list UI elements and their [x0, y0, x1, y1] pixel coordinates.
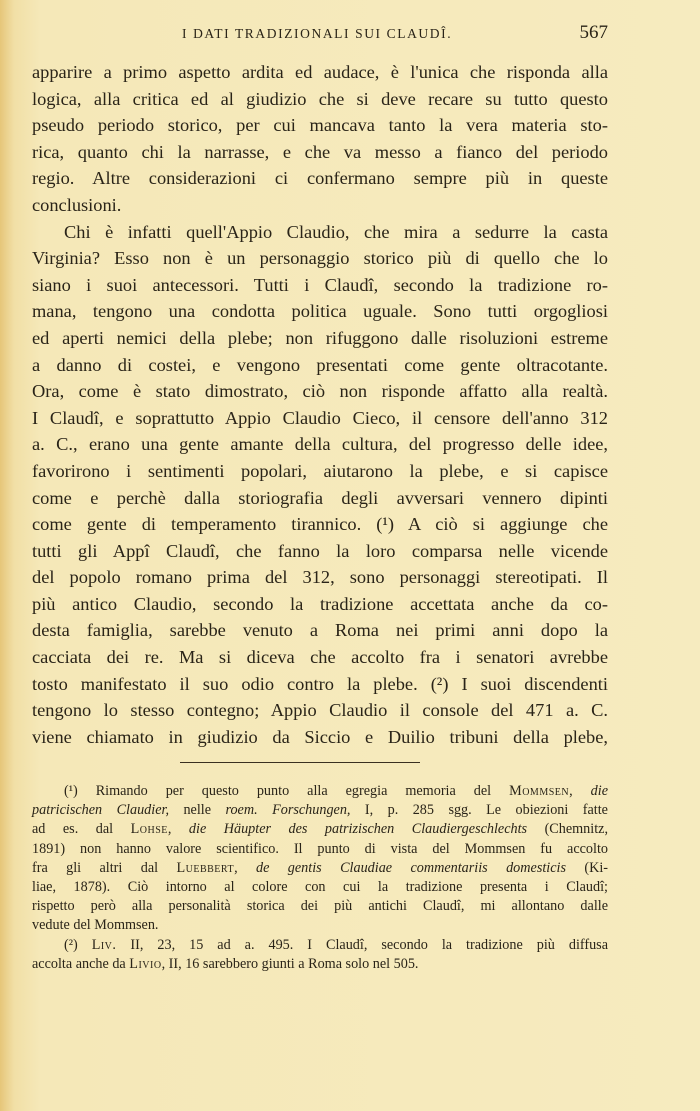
text-fragment: I suoi discendenti	[448, 673, 608, 694]
footnote-text: ,	[234, 859, 257, 876]
book-title: die Häupter des patrizischen Claudiergeschlechts	[188, 821, 528, 838]
text-line: conclusioni.	[32, 194, 122, 215]
footnote-text: fra gli altri dal	[32, 859, 177, 876]
text-line: ed aperti nemici della plebe; non rifuggono dalle risoluzioni estreme	[32, 327, 608, 348]
footnote-text: nelle	[169, 802, 226, 819]
text-line: tengono lo stesso contegno; Appio Claudio il console del 471 a. C.	[32, 700, 608, 721]
text-line: rica, quanto chi la narrasse, e che va messo a fianco del periodo	[32, 141, 608, 162]
author-name: Lohse	[130, 821, 168, 838]
footnote-ref-1: (¹)	[376, 514, 394, 535]
footnote-marker: (²)	[64, 936, 78, 953]
footnote-line	[32, 936, 608, 955]
footnote-line: liae, 1878). Ciò intorno al colore con cui la tradizione presenta i Claudî;	[32, 878, 608, 895]
text-line: viene chiamato in giudizio da Siccio e Duilio tribuni della plebe,	[32, 726, 608, 747]
running-title: I DATI TRADIZIONALI SUI CLAUDÎ.	[182, 26, 453, 41]
footnote-divider	[180, 762, 420, 763]
text-fragment: come gente di temperamento tirannico.	[32, 514, 362, 535]
text-line: I Claudî, e soprattutto Appio Claudio Cieco, il censore dell'anno 312	[32, 407, 608, 428]
footnote-line: vedute del Mommsen.	[32, 917, 159, 934]
text-line: Chi è infatti quell'Appio Claudio, che mira a sedurre la casta	[64, 221, 608, 242]
text-line	[32, 671, 608, 698]
text-line: a. C., erano una gente amante della cultura, del progresso delle idee,	[32, 434, 608, 455]
text-line: Virginia? Esso non è un personaggio storico più di quello che lo	[32, 248, 608, 269]
text-fragment: A ciò si aggiunge che	[393, 514, 608, 535]
text-line: più antico Claudio, secondo la tradizione accettata anche da co-	[32, 593, 608, 614]
footnote-text: II, 23, 15 ad a. 495. I Claudî, secondo la tradizione più diffusa	[116, 936, 608, 953]
text-line: regio. Altre considerazioni ci confermano sempre più in queste	[32, 168, 608, 189]
footnote-text: (Chemnitz,	[527, 821, 609, 838]
text-line: logica, alla critica ed al giudizio che si deve recare su tutto questo	[32, 88, 608, 109]
footnote-text: I, p. 285 sgg. Le obiezioni fatte	[350, 802, 608, 819]
author-name: Livio	[129, 955, 162, 972]
text-fragment: tosto manifestato il suo odio contro la plebe.	[32, 673, 418, 694]
footnote-text: ,	[167, 821, 189, 838]
text-line: pseudo periodo storico, per cui mancava tanto la vera materia sto-	[32, 115, 608, 136]
text-line: favorirono i sentimenti popolari, aiutarono la plebe, e si capisce	[32, 460, 608, 481]
footnote-text: Rimando per questo punto alla egregia memoria del	[77, 783, 510, 799]
book-title: roem. Forschungen,	[225, 802, 351, 819]
text-line: cacciata dei re. Ma si diceva che accolto fra i senatori avrebbe	[32, 647, 608, 668]
author-name: Luebbert	[176, 859, 235, 876]
footnote-line	[32, 801, 608, 820]
book-title: de gentis Claudiae commentariis domesticis	[256, 859, 566, 876]
text-line: siano i suoi antecessori. Tutti i Claudî, secondo la tradizione ro-	[32, 274, 608, 295]
footnote-text: ,	[569, 783, 591, 799]
footnote-line	[32, 859, 608, 878]
footnote-text: , II, 16 sarebbero giunti a Roma solo nel 505.	[161, 955, 419, 972]
footnote-text	[78, 937, 92, 953]
text-line: Ora, come è stato dimostrato, ciò non risponde affatto alla realtà.	[32, 381, 608, 402]
footnote-text: (Ki-	[565, 859, 609, 876]
footnote-text: accolta anche da	[32, 955, 130, 972]
text-line: desta famiglia, sarebbe venuto a Roma nei primi anni dopo la	[32, 620, 608, 641]
author-name: Liv.	[91, 936, 117, 953]
text-line: apparire a primo aspetto ardita ed audace, è l'unica che risponda alla	[32, 62, 608, 82]
author-name: Mommsen	[509, 783, 570, 799]
footnote-ref-2: (²)	[430, 673, 449, 694]
text-line: mana, tengono una condotta politica uguale. Sono tutti orgogliosi	[32, 301, 608, 322]
page-number: 567	[579, 22, 608, 43]
footnote-line	[32, 955, 608, 974]
page-header	[32, 22, 608, 46]
text-line: come e perchè dalla storiografia degli avversari vennero dipinti	[32, 487, 608, 508]
footnote-line	[32, 820, 608, 839]
footnote-line: 1891) non hanno valore scientifico. Il punto di vista del Mommsen fu accolto	[32, 840, 608, 857]
footnotes	[32, 782, 608, 974]
text-line	[32, 511, 608, 538]
text-line: del popolo romano prima del 312, sono personaggi stereotipati. Il	[32, 567, 608, 588]
footnote-text: ad es. dal	[32, 821, 131, 838]
main-text	[32, 59, 608, 750]
footnote-line	[32, 782, 608, 801]
footnote-line: rispetto però alla personalità storica dei più antichi Claudî, mi allontano dalle	[32, 898, 608, 915]
book-title: die	[590, 783, 608, 799]
text-line: tutti gli Appî Claudî, che fanno la loro comparsa nelle vicende	[32, 540, 608, 561]
footnote-marker: (¹)	[64, 783, 78, 799]
book-title: patricischen Claudier,	[32, 802, 169, 819]
text-line: a danno di costei, e vengono presentati come gente oltracotante.	[32, 354, 608, 375]
